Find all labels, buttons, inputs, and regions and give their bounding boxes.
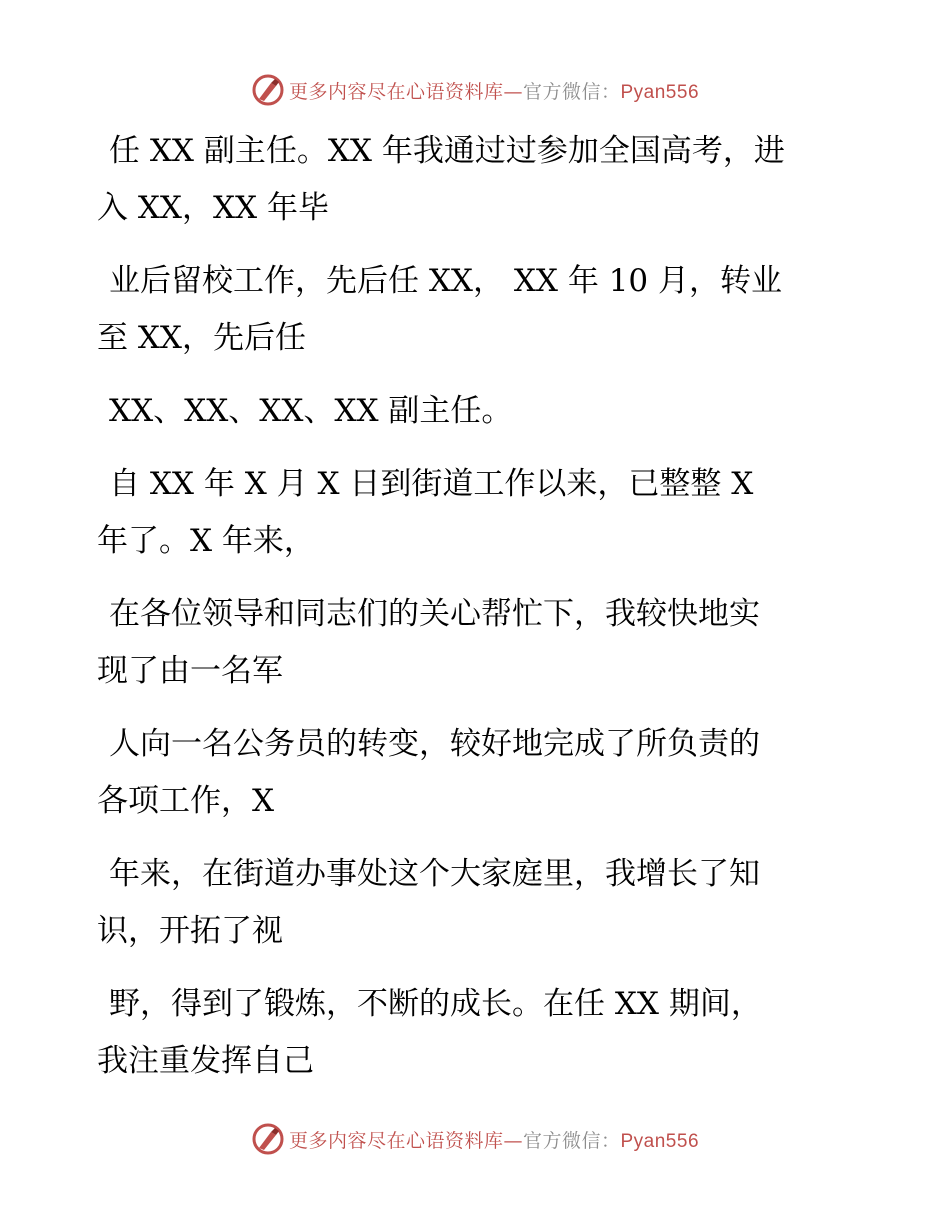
watermark-separator: — bbox=[503, 1129, 523, 1152]
paragraph bbox=[97, 846, 857, 960]
paragraph-line: 入 XX，XX 年毕 bbox=[97, 190, 329, 226]
pen-nib-seal-icon bbox=[251, 1122, 285, 1156]
watermark-wechat-label: 官方微信： bbox=[522, 80, 621, 103]
paragraph bbox=[97, 123, 857, 237]
paragraph bbox=[97, 456, 857, 570]
paragraph-line: 至 XX，先后任 bbox=[97, 320, 306, 356]
paragraph bbox=[97, 253, 857, 367]
watermark-separator: — bbox=[503, 80, 523, 103]
paragraph-line: 野，得到了锻炼，不断的成长。在任 XX 期间， bbox=[109, 986, 762, 1022]
paragraph bbox=[97, 383, 857, 440]
paragraph bbox=[97, 586, 857, 700]
paragraph-line: 各项工作，X bbox=[97, 783, 275, 819]
watermark-text bbox=[289, 1126, 699, 1153]
watermark-brand: 更多内容尽在心语资料库 bbox=[288, 1129, 504, 1152]
paragraph-line: XX、XX、XX、XX 副主任。 bbox=[109, 393, 513, 429]
paragraph-line: 现了由一名军 bbox=[97, 653, 283, 689]
paragraph-line: 年了。X 年来， bbox=[97, 523, 315, 559]
watermark-handle: Pyan556 bbox=[620, 1130, 700, 1152]
watermark-handle: Pyan556 bbox=[620, 81, 700, 103]
paragraph-line: 年来，在街道办事处这个大家庭里，我增长了知 bbox=[109, 856, 760, 892]
paragraph-line: 识，开拓了视 bbox=[97, 913, 283, 949]
paragraph bbox=[97, 716, 857, 830]
paragraph-line: 任 XX 副主任。XX 年我通过过参加全国高考，进 bbox=[109, 133, 785, 169]
pen-nib-seal-icon bbox=[251, 73, 285, 107]
paragraph-line: 人向一名公务员的转变，较好地完成了所负责的 bbox=[109, 726, 760, 762]
watermark-text bbox=[289, 77, 699, 104]
paragraph-line: 在各位领导和同志们的关心帮忙下，我较快地实 bbox=[109, 596, 760, 632]
document-body bbox=[97, 123, 857, 1106]
paragraph-line: 我注重发挥自己 bbox=[97, 1043, 314, 1079]
paragraph-line: 自 XX 年 X 月 X 日到街道工作以来，已整整 X bbox=[109, 466, 754, 502]
header-watermark bbox=[0, 70, 950, 110]
footer-watermark bbox=[0, 1119, 950, 1159]
paragraph bbox=[97, 976, 857, 1090]
watermark-wechat-label: 官方微信： bbox=[522, 1129, 621, 1152]
paragraph-line: 业后留校工作，先后任 XX， XX 年 10 月，转业 bbox=[109, 263, 782, 299]
watermark-brand: 更多内容尽在心语资料库 bbox=[288, 80, 504, 103]
